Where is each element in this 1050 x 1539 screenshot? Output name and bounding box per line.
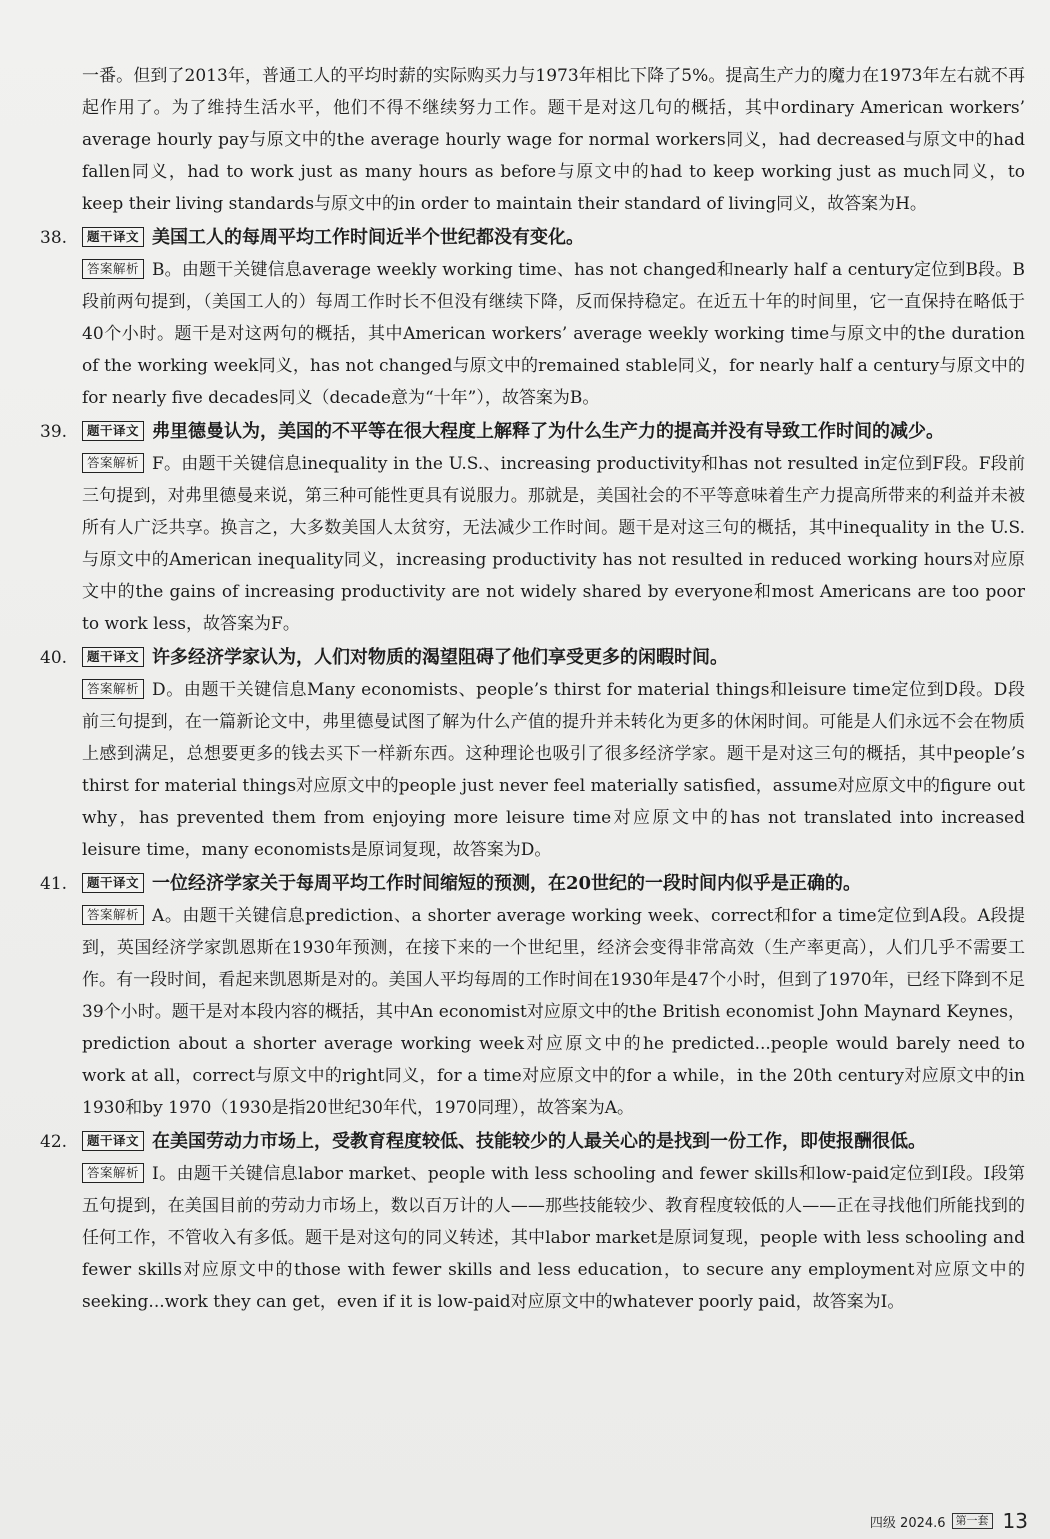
question-row [40,1126,1025,1158]
answer-row [40,254,1025,414]
footer-exam-label: 四级 2024.6 [869,1515,946,1531]
answer-analysis-tag: 答案解析 [82,679,144,699]
answer-analysis-tag: 答案解析 [82,453,144,473]
question-text: 一位经济学家关于每周平均工作时间缩短的预测，在20世纪的一段时间内似乎是正确的。 [152,873,862,894]
question-number: 39. [40,422,68,442]
answer-text: I。由题干关键信息labor market、people with less schooling and fewer skills和low-paid定位到I段。I段第五句提到，在美国目前的劳动力市场上，数以百万计的人——那些技能较少、教育程度较低的人——正在寻找他们所能找到的任何工作，不管收入有多低。题干是对这句的同义转述，其中labor market是原词复现，people with less schooling and fewer skills对应原文中的those with fewer skills and less education，to secure any employment对应原文中的seeking...work they can get，even if it is low-paid对应原文中的whatever poorly paid，故答案为I。 [82,1164,1025,1312]
question-text: 美国工人的每周平均工作时间近半个世纪都没有变化。 [152,227,585,248]
question-number: 42. [40,1132,68,1152]
answer-row [40,1158,1025,1318]
question-row [40,868,1025,900]
answer-row [40,900,1025,1124]
question-row [40,642,1025,674]
question-row [40,222,1025,254]
answer-text: B。由题干关键信息average weekly working time、has not changed和nearly half a century定位到B段。B段前两句提到，（美国工人的）每周工作时长不但没有继续下降，反而保持稳定。在近五十年的时间里，它一直保持在略低于40个小时。题干是对这两句的概括，其中American workers’ average weekly working time与原文中的the duration of the working week同义，has not changed与原文中的remained stable同义，for nearly half a century与原文中的for nearly five decades同义（decade意为“十年”），故答案为B。 [82,260,1025,408]
answer-analysis-tag: 答案解析 [82,1163,144,1183]
question-text: 弗里德曼认为，美国的不平等在很大程度上解释了为什么生产力的提高并没有导致工作时间的减少。 [152,421,945,442]
footer-set-box: 第一套 [952,1513,993,1529]
question-translation-tag: 题干译文 [82,1131,144,1151]
question-text: 许多经济学家认为，人们对物质的渴望阻碍了他们享受更多的闲暇时间。 [152,647,729,668]
question-translation-tag: 题干译文 [82,227,144,247]
question-number: 41. [40,874,68,894]
question-item-41 [40,868,1025,1124]
answer-row [40,448,1025,640]
answer-analysis-tag: 答案解析 [82,905,144,925]
question-row [40,416,1025,448]
page-number: 13 [1002,1509,1028,1533]
intro-paragraph: 一番。但到了2013年，普通工人的平均时薪的实际购买力与1973年相比下降了5%。提高生产力的魔力在1973年左右就不再起作用了。为了维持生活水平，他们不得不继续努力工作。题干是对这几句的概括，其中ordinary American workers’ average hourly pay与原文中的the average hourly wage for normal workers同义，had decreased与原文中的had fallen同义，had to work just as many hours as before与原文中的had to keep working just as much同义，to keep their living standards与原文中的in order to maintain their standard of living同义，故答案为H。 [82,66,1025,214]
question-translation-tag: 题干译文 [82,873,144,893]
page-footer [870,1509,1028,1533]
answer-row [40,674,1025,866]
question-item-39 [40,416,1025,640]
answer-analysis-tag: 答案解析 [82,259,144,279]
page-content [40,60,1025,1318]
question-number: 38. [40,228,68,248]
answer-text: D。由题干关键信息Many economists、people’s thirst for material things和leisure time定位到D段。D段前三句提到，在一篇新论文中，弗里德曼试图了解为什么产值的提升并未转化为更多的休闲时间。可能是人们永远不会在物质上感到满足，总想要更多的钱去买下一样新东西。这种理论也吸引了很多经济学家。题干是对这三句的概括，其中people’s thirst for material things对应原文中的people just never feel materially satisfied，assume对应原文中的figure out why，has prevented them from enjoying more leisure time对应原文中的has not translated into increased leisure time，many economists是原词复现，故答案为D。 [82,680,1025,860]
question-number: 40. [40,648,68,668]
answer-text: A。由题干关键信息prediction、a shorter average working week、correct和for a time定位到A段。A段提到，英国经济学家凯恩斯在1930年预测，在接下来的一个世纪里，经济会变得非常高效（生产率更高），人们几乎不需要工作。有一段时间，看起来凯恩斯是对的。美国人平均每周的工作时间在1930年是47个小时，但到了1970年，已经下降到不足39个小时。题干是对本段内容的概括，其中An economist对应原文中的the British economist John Maynard Keynes，prediction about a shorter average working week对应原文中的he predicted...people would barely need to work at all，correct与原文中的right同义，for a time对应原文中的for a while，in the 20th century对应原文中的in 1930和by 1970（1930是指20世纪30年代，1970同理），故答案为A。 [82,906,1025,1118]
question-text: 在美国劳动力市场上，受教育程度较低、技能较少的人最关心的是找到一份工作，即使报酬很低。 [152,1131,927,1152]
question-item-42 [40,1126,1025,1318]
question-item-40 [40,642,1025,866]
question-item-38 [40,222,1025,414]
answer-text: F。由题干关键信息inequality in the U.S.、increasing productivity和has not resulted in定位到F段。F段前三句提到，对弗里德曼来说，第三种可能性更具有说服力。那就是，美国社会的不平等意味着生产力提高所带来的利益并未被所有人广泛共享。换言之，大多数美国人太贫穷，无法减少工作时间。题干是对这三句的概括，其中inequality in the U.S.与原文中的American inequality同义，increasing productivity has not resulted in reduced working hours对应原文中的the gains of increasing productivity are not widely shared by everyone和most Americans are too poor to work less，故答案为F。 [82,454,1025,634]
question-translation-tag: 题干译文 [82,421,144,441]
question-translation-tag: 题干译文 [82,647,144,667]
